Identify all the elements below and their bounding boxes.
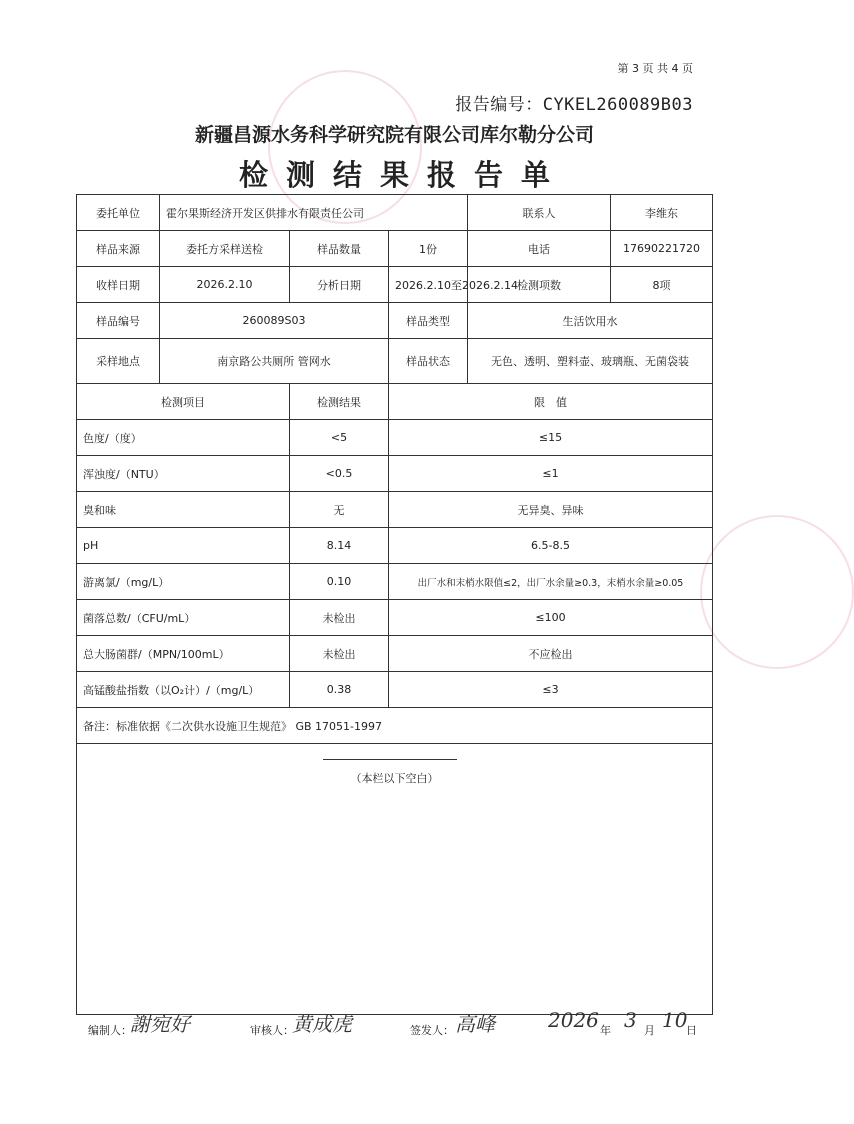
result-value: 8.14 xyxy=(290,528,389,564)
result-limit: ≤3 xyxy=(389,672,713,708)
result-value: 0.38 xyxy=(290,672,389,708)
reviewed-by-label: 审核人： xyxy=(250,1024,294,1037)
result-value: <5 xyxy=(290,420,389,456)
report-table xyxy=(76,194,713,1015)
result-item: 臭和味 xyxy=(77,492,290,528)
value-state: 无色、透明、塑料壶、玻璃瓶、无菌袋装 xyxy=(468,339,713,384)
value-analysis: 2026.2.10至2026.2.14 xyxy=(389,267,468,303)
label-analysis: 分析日期 xyxy=(290,267,389,303)
result-limit: 无异臭、异味 xyxy=(389,492,713,528)
result-value: 0.10 xyxy=(290,564,389,600)
label-location: 采样地点 xyxy=(77,339,160,384)
label-state: 样品状态 xyxy=(389,339,468,384)
result-item: 总大肠菌群/（MPN/100mL） xyxy=(77,636,290,672)
issued-by-label: 签发人： xyxy=(410,1024,454,1037)
date-year-suffix: 年 xyxy=(600,1024,611,1037)
header-limit: 限 值 xyxy=(389,384,713,420)
value-contact: 李维东 xyxy=(611,195,713,231)
result-row xyxy=(77,672,713,708)
result-limit: 6.5-8.5 xyxy=(389,528,713,564)
label-client: 委托单位 xyxy=(77,195,160,231)
result-value: 未检出 xyxy=(290,636,389,672)
result-limit: 不应检出 xyxy=(389,636,713,672)
result-value: 未检出 xyxy=(290,600,389,636)
page-title: 检测结果报告单 xyxy=(238,158,568,192)
header-item: 检测项目 xyxy=(77,384,290,420)
prepared-by-signature: 謝宛好 xyxy=(130,1012,190,1036)
result-item: 菌落总数/（CFU/mL） xyxy=(77,600,290,636)
result-item: 色度/（度） xyxy=(77,420,290,456)
report-number: 报告编号：CYKEL260089B03 xyxy=(455,95,693,115)
label-quantity: 样品数量 xyxy=(290,231,389,267)
date-day: 10 xyxy=(662,1008,688,1032)
result-item: pH xyxy=(77,528,290,564)
remarks-row xyxy=(77,708,713,744)
info-row-dates xyxy=(77,267,713,303)
result-row xyxy=(77,600,713,636)
value-phone: 17690221720 xyxy=(611,231,713,267)
label-received: 收样日期 xyxy=(77,267,160,303)
info-row-sample xyxy=(77,303,713,339)
value-quantity: 1份 xyxy=(389,231,468,267)
result-item: 游离氯/（mg/L） xyxy=(77,564,290,600)
seal-stamp-right xyxy=(700,515,854,669)
company-name: 新疆昌源水务科学研究院有限公司库尔勒分公司 xyxy=(194,124,594,146)
reviewed-by-signature: 黄成虎 xyxy=(292,1012,352,1036)
result-row xyxy=(77,420,713,456)
blank-row xyxy=(77,744,713,1015)
date-year: 2026 xyxy=(548,1008,599,1032)
issued-by-signature: 高峰 xyxy=(455,1012,495,1036)
info-row-location xyxy=(77,339,713,384)
label-phone: 电话 xyxy=(468,231,611,267)
date-month-suffix: 月 xyxy=(644,1024,655,1037)
label-items-count: 检测项数 xyxy=(468,267,611,303)
result-limit: 出厂水和末梢水限值≤2，出厂水余量≥0.3，末梢水余量≥0.05 xyxy=(389,564,713,600)
label-sample-no: 样品编号 xyxy=(77,303,160,339)
result-row xyxy=(77,636,713,672)
result-row xyxy=(77,456,713,492)
value-received: 2026.2.10 xyxy=(160,267,290,303)
value-source: 委托方采样送检 xyxy=(160,231,290,267)
result-limit: ≤1 xyxy=(389,456,713,492)
result-limit: ≤100 xyxy=(389,600,713,636)
results-header-row xyxy=(77,384,713,420)
blank-note: （本栏以下空白） xyxy=(350,772,439,785)
result-row xyxy=(77,492,713,528)
date-month: 3 xyxy=(624,1008,637,1032)
value-location: 南京路公共厕所 管网水 xyxy=(160,339,389,384)
value-client: 霍尔果斯经济开发区供排水有限责任公司 xyxy=(160,195,468,231)
result-limit: ≤15 xyxy=(389,420,713,456)
value-items-count: 8项 xyxy=(611,267,713,303)
value-sample-type: 生活饮用水 xyxy=(468,303,713,339)
result-value: 无 xyxy=(290,492,389,528)
label-sample-type: 样品类型 xyxy=(389,303,468,339)
label-contact: 联系人 xyxy=(468,195,611,231)
result-value: <0.5 xyxy=(290,456,389,492)
result-row xyxy=(77,528,713,564)
remarks: 备注：标准依据《二次供水设施卫生规范》 GB 17051-1997 xyxy=(77,708,713,744)
header-result: 检测结果 xyxy=(290,384,389,420)
info-row-client xyxy=(77,195,713,231)
info-row-source xyxy=(77,231,713,267)
blank-area xyxy=(77,744,713,1015)
page-number: 第 3 页 共 4 页 xyxy=(617,62,693,75)
value-sample-no: 260089S03 xyxy=(160,303,389,339)
result-item: 高锰酸盐指数（以O₂计）/（mg/L） xyxy=(77,672,290,708)
date-day-suffix: 日 xyxy=(686,1024,697,1037)
blank-divider xyxy=(323,759,457,760)
result-item: 浑浊度/（NTU） xyxy=(77,456,290,492)
result-row xyxy=(77,564,713,600)
prepared-by-label: 编制人： xyxy=(88,1024,132,1037)
label-source: 样品来源 xyxy=(77,231,160,267)
